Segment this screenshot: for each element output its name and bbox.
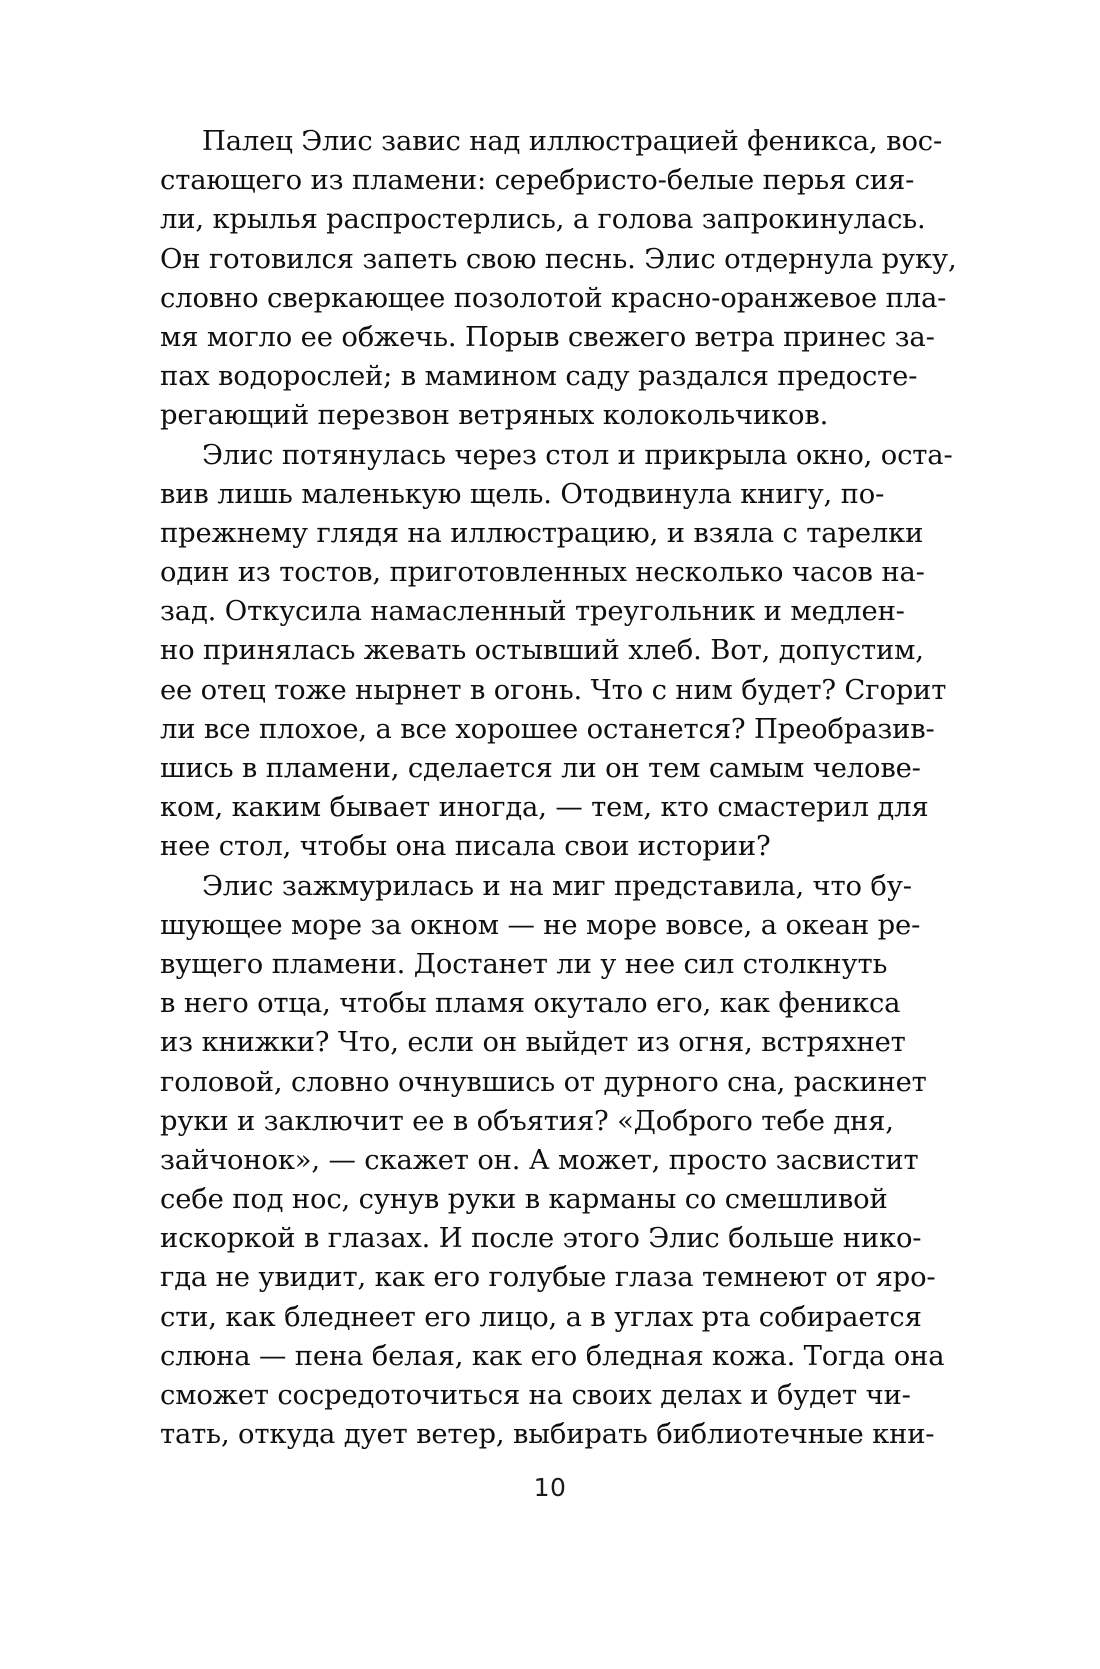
text-line: гда не увидит, как его голубые глаза темнеют от яро-: [160, 1262, 936, 1294]
text-line: шующее море за окном — не море вовсе, а океан ре-: [160, 909, 921, 941]
text-line: сможет сосредоточиться на своих делах и будет чи-: [160, 1380, 911, 1411]
text-line: в него отца, чтобы пламя окутало его, как феникса: [160, 988, 901, 1020]
text-line: из книжки? Что, если он выйдет из огня, встряхнет: [160, 1027, 906, 1059]
text-line: зайчонок», — скажет он. А может, просто засвистит: [160, 1144, 919, 1176]
paragraph-1: [160, 122, 957, 436]
text-line: тать, откуда дует ветер, выбирать библиотечные кни-: [160, 1419, 935, 1451]
text-line: стающего из пламени: серебристо-белые перья сия-: [160, 165, 915, 197]
text-line: Палец Элис завис над иллюстрацией феникса, вос-: [202, 126, 943, 157]
paragraph-2: [160, 436, 953, 867]
text-line: руки и заключит ее в объятия? «Доброго тебе дня,: [160, 1105, 894, 1137]
text-line: ли, крылья распростерлись, а голова запрокинулась.: [160, 204, 926, 236]
paragraph-3: [160, 867, 945, 1455]
text-line: Элис зажмурилась и на миг представила, что бу-: [202, 870, 912, 902]
text-line: головой, словно очнувшись от дурного сна, раскинет: [160, 1066, 927, 1098]
text-line: сти, как бледнеет его лицо, а в углах рта собирается: [160, 1301, 922, 1333]
text-line: ее отец тоже нырнет в огонь. Что с ним будет? Сгорит: [160, 674, 947, 706]
text-line: прежнему глядя на иллюстрацию, и взяла с тарелки: [160, 517, 924, 549]
text-line: один из тостов, приготовленных несколько часов на-: [160, 557, 925, 589]
text-line: слюна — пена белая, как его бледная кожа. Тогда она: [160, 1340, 945, 1372]
text-line: нее стол, чтобы она писала свои истории?: [160, 831, 771, 863]
text-line: вив лишь маленькую щель. Отодвинула книгу, по-: [160, 478, 885, 510]
text-line: Элис потянулась через стол и прикрыла окно, оста-: [202, 439, 953, 471]
text-line: регающий перезвон ветряных колокольчиков.: [160, 400, 829, 432]
text-line: пах водорослей; в мамином саду раздался предосте-: [160, 361, 918, 393]
body-text-block: [160, 122, 957, 1454]
text-line: ком, каким бывает иногда, — тем, кто смастерил для: [160, 792, 929, 824]
text-line: словно сверкающее позолотой красно-оранжевое пла-: [160, 282, 947, 314]
text-line: шись в пламени, сделается ли он тем самым челове-: [160, 753, 921, 784]
text-line: зад. Откусила намасленный треугольник и медлен-: [160, 596, 905, 628]
text-line: себе под нос, сунув руки в карманы со смешливой: [160, 1184, 888, 1216]
text-line: искоркой в глазах. И после этого Элис больше нико-: [160, 1223, 922, 1255]
text-line: ли все плохое, а все хорошее останется? Преобразив-: [160, 713, 935, 745]
text-line: но принялась жевать остывший хлеб. Вот, допустим,: [160, 635, 924, 667]
text-line: вущего пламени. Достанет ли у нее сил столкнуть: [160, 948, 888, 980]
page-number: 10: [533, 1473, 567, 1502]
text-line: мя могло ее обжечь. Порыв свежего ветра принес за-: [160, 321, 935, 353]
text-line: Он готовился запеть свою песнь. Элис отдернула руку,: [160, 243, 957, 275]
